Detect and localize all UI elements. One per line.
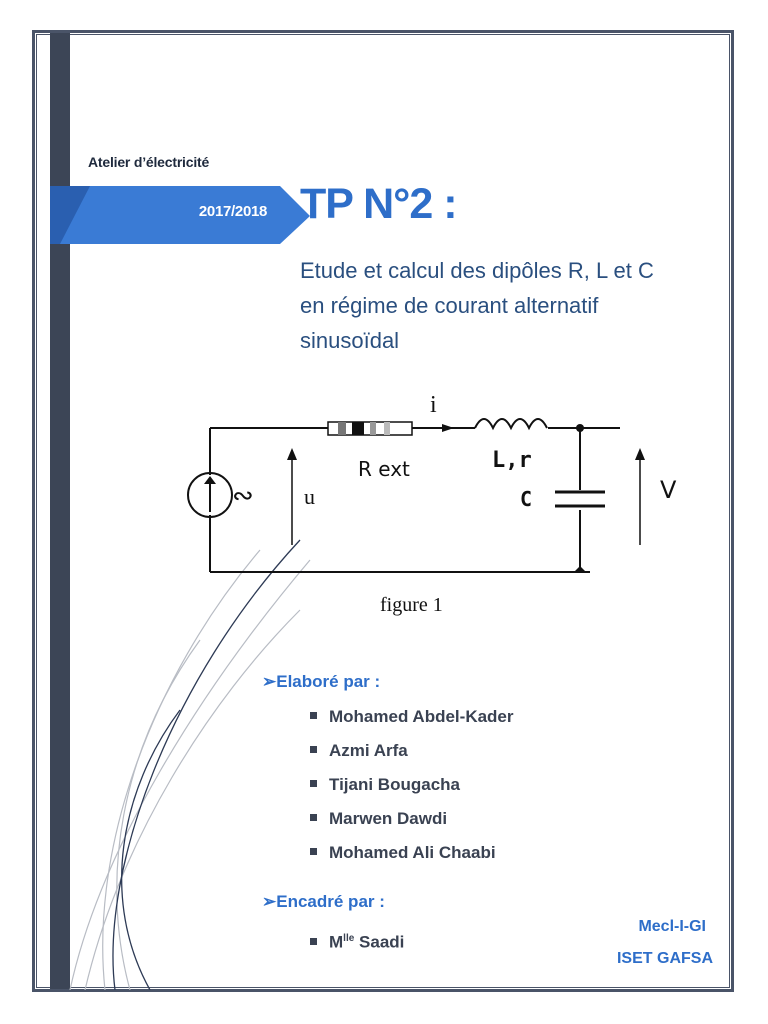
- subtitle-line: sinusoïdal: [300, 328, 400, 353]
- arrow-bullet-icon: ➢: [262, 672, 277, 691]
- page-title: TP N°2 :: [300, 180, 457, 228]
- subtitle-line: en régime de courant alternatif: [300, 293, 599, 318]
- square-bullet-icon: [310, 848, 317, 855]
- workshop-label: Atelier d’électricité: [88, 154, 210, 170]
- page-subtitle: [300, 253, 720, 358]
- list-item: [310, 772, 514, 806]
- author-name: Marwen Dawdi: [329, 809, 448, 828]
- list-item: [310, 840, 514, 874]
- author-name: Mohamed Ali Chaabi: [329, 843, 496, 862]
- square-bullet-icon: [310, 746, 317, 753]
- circuit-diagram: [170, 380, 690, 595]
- academic-year: 2017/2018: [198, 203, 268, 220]
- authors-list: [310, 704, 514, 874]
- list-item: [310, 704, 514, 738]
- voltage-v-label: V: [660, 476, 677, 504]
- supervisor-heading: [262, 892, 385, 912]
- author-name: Mohamed Abdel-Kader: [329, 707, 514, 726]
- capacitor-label: C: [520, 487, 533, 511]
- square-bullet-icon: [310, 780, 317, 787]
- authors-heading: [262, 672, 380, 692]
- square-bullet-icon: [310, 938, 317, 945]
- supervisor-name: Saadi: [354, 932, 405, 952]
- resistor-label: R ext: [358, 457, 410, 481]
- subtitle-line: Etude et calcul des dipôles R, L et C: [300, 258, 654, 283]
- class-group: Mecl-I-GI: [638, 918, 706, 935]
- voltage-u-label: u: [304, 484, 315, 509]
- author-name: Azmi Arfa: [329, 741, 408, 760]
- supervisor-prefix: M: [329, 932, 344, 952]
- supervisor-sup: lle: [343, 933, 355, 944]
- supervisor-list: [310, 926, 404, 960]
- ac-symbol-label: ∾: [232, 481, 254, 511]
- supervisor-heading-text: Encadré par :: [276, 892, 385, 911]
- figure-caption: figure 1: [380, 594, 443, 616]
- square-bullet-icon: [310, 712, 317, 719]
- arrow-bullet-icon: ➢: [262, 892, 277, 911]
- inductor-symbol: [475, 419, 547, 428]
- school-name: ISET GAFSA: [616, 950, 713, 967]
- list-item: [310, 806, 514, 840]
- list-item: [310, 738, 514, 772]
- authors-heading-text: Elaboré par :: [276, 672, 381, 691]
- square-bullet-icon: [310, 814, 317, 821]
- capacitor-symbol: [555, 492, 605, 506]
- inductor-label: L,r: [492, 448, 532, 473]
- current-i-label: i: [430, 392, 437, 418]
- author-name: Tijani Bougacha: [329, 775, 460, 794]
- list-item: [310, 926, 404, 960]
